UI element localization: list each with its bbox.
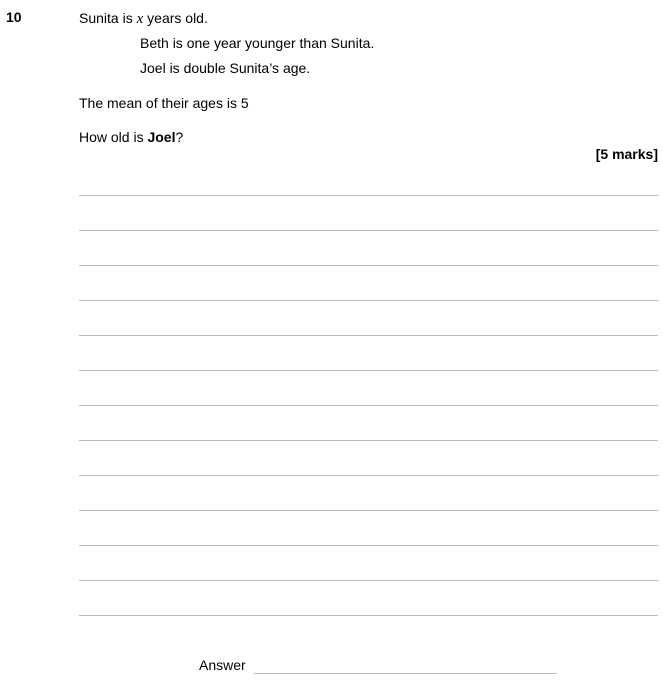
- question-prompt: [79, 128, 183, 146]
- question-number: 10: [6, 9, 22, 25]
- question-line-mean: The mean of their ages is 5: [79, 95, 249, 111]
- working-line: [79, 510, 658, 511]
- prompt-prefix: How old is: [79, 129, 148, 145]
- working-line: [79, 440, 658, 441]
- question-line-beth: Beth is one year younger than Sunita.: [140, 35, 375, 51]
- working-line: [79, 405, 658, 406]
- working-line: [79, 300, 658, 301]
- prompt-bold-name: Joel: [147, 129, 176, 145]
- working-line: [79, 195, 658, 196]
- line1-suffix: years old.: [143, 10, 208, 26]
- marks-label: [5 marks]: [595, 146, 658, 162]
- question-line-sunita: [79, 9, 208, 28]
- answer-label: Answer: [199, 657, 246, 673]
- question-line-joel: Joel is double Sunita’s age.: [140, 60, 311, 76]
- working-line: [79, 230, 658, 231]
- working-line: [79, 615, 658, 616]
- working-area[interactable]: [79, 195, 658, 650]
- variable-x: x: [136, 11, 144, 27]
- working-line: [79, 545, 658, 546]
- line1-prefix: Sunita is: [79, 10, 137, 26]
- prompt-suffix: ?: [175, 129, 184, 145]
- working-line: [79, 580, 658, 581]
- answer-input-line[interactable]: [254, 673, 557, 674]
- working-line: [79, 370, 658, 371]
- working-line: [79, 475, 658, 476]
- working-line: [79, 265, 658, 266]
- working-line: [79, 335, 658, 336]
